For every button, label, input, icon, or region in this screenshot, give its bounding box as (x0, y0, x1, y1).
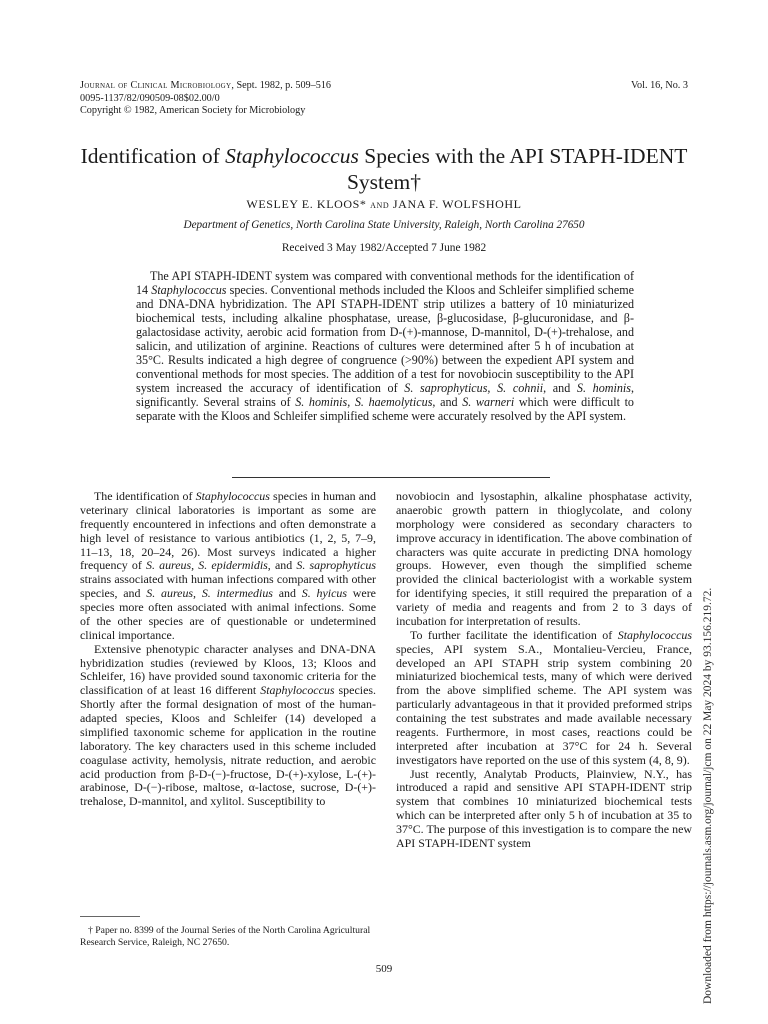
affiliation: Department of Genetics, North Carolina State University, Raleigh, North Carolina 27650 (183, 219, 585, 231)
volume-issue: Vol. 16, No. 3 (631, 80, 688, 91)
body-paragraph: novobiocin and lysostaphin, alkaline phosphatase activity, anaerobic growth pattern in thioglycolate, and colony morphology were considered as secondary characters to improve accuracy in identification. The above combination of characters was quite accurate in predicting DNA homology groups. However, even though the simplified scheme provided the clinical bacteriologist with a workable system for identifying species, it still required the preparation of a variety of media and reagents and from 2 to 3 days of incubation for interpretation of results. (396, 489, 692, 628)
page-number: 509 (375, 963, 393, 975)
journal-name: Journal of Clinical Microbiology (80, 80, 232, 91)
abstract-paragraph: The API STAPH-IDENT system was compared with conventional methods for the identification of 14 Staphylococcus species. Conventional methods included the Kloos and Schleifer simplified scheme and DNA-DNA hybridization. The API STAPH-IDENT strip utilizes a battery of 10 miniaturized biochemical tests, including alkaline phosphatase, urease, β-glucosidase, β-glucuronidase, and β-galactosidase activity, aerobic acid formation from D-(+)-mannose, D-mannitol, D-(+)-trehalose, and salicin, and utilization of arginine. Reactions of cultures were determined after 5 h of incubation at 35°C. Results indicated a high degree of congruence (>90%) between the expedient API system and conventional methods for most species. The addition of a test for novobiocin susceptibility to the API system increased the accuracy of identification of S. saprophyticus, S. cohnii, and S. hominis, significantly. Several strains of S. hominis, S. haemolyticus, and S. warneri which were difficult to separate with the Kloos and Schleifer simplified scheme were accurately resolved by the API system. (136, 269, 634, 423)
body-column-right (396, 490, 692, 851)
body-paragraph: Just recently, Analytab Products, Plainview, N.Y., has introduced a rapid and sensitive API STAPH-IDENT strip system that combines 10 miniaturized biochemical tests which can be interpreted after only 5 h of incubation at 35 to 37°C. The purpose of this investigation is to compare the new API STAPH-IDENT system (396, 766, 692, 850)
journal-header (80, 80, 700, 118)
title-genus: Staphylococcus (225, 144, 359, 168)
body-paragraph: To further facilitate the identification of Staphylococcus species, API system S.A., Montalieu-Vercieu, France, developed an API STAPH strip system combining 20 miniaturized biochemical tests, many of which were derived from the above simplified scheme. The API system was particularly advantageous in that it provided preformed strips containing the test substrates and made available necessary reagents. Furthermore, in most cases, reactions could be interpreted after incubation at 37°C for 24 h. Several investigators have reported on the use of this system (4, 8, 9). (396, 627, 692, 767)
download-watermark: Downloaded from https://journals.asm.org/journal/jcm on 22 May 2024 by 93.156.219.72. (702, 587, 714, 1004)
body-paragraph: Extensive phenotypic character analyses and DNA-DNA hybridization studies (reviewed by Kloos, 13; Kloos and Schleifer, 16) have provided sound taxonomic criteria for the classification of at least 16 different Staphylococcus species. Shortly after the formal designation of most of the human-adapted species, Kloos and Schleifer (14) developed a simplified taxonomic scheme for application in the routine laboratory. The key characters used in this scheme included coagulase activity, hemolysis, nitrate reduction, and aerobic acid production from β-D-(−)-fructose, D-(+)-xylose, L-(+)-arabinose, D-(−)-ribose, maltose, α-lactose, sucrose, D-(+)-trehalose, D-mannitol, and xylitol. Susceptibility to (80, 641, 376, 809)
author-conjunction: and (370, 199, 390, 211)
author-name: JANA F. WOLFSHOHL (392, 197, 522, 211)
title-dagger: † (410, 170, 422, 194)
author-name: WESLEY E. KLOOS* (246, 197, 367, 211)
footnote-divider (80, 916, 140, 917)
abstract (136, 270, 634, 423)
article-title (60, 143, 708, 195)
copyright-line: Copyright © 1982, American Society for Microbiology (80, 105, 306, 117)
body-column-left (80, 490, 376, 809)
received-dates: Received 3 May 1982/Accepted 7 June 1982 (281, 242, 487, 254)
journal-citation: , Sept. 1982, p. 509–516 (231, 80, 332, 91)
title-text: Identification of (80, 144, 226, 168)
body-paragraph: The identification of Staphylococcus species in human and veterinary clinical laboratories is important as some are frequently encountered in infections and often demonstrate a high level of resistance to various antibiotics (1, 2, 5, 7–9, 11–13, 18, 20–24, 26). Most surveys indicated a higher frequency of S. aureus, S. epidermidis, and S. saprophyticus strains associated with human infections compared with other species, and S. aureus, S. intermedius and S. hyicus were species more often associated with animal infections. Some of the other species are of questionable or undetermined clinical importance. (80, 489, 376, 642)
title-text: Species with the API STAPH-IDENT System (346, 144, 688, 194)
abstract-divider (232, 477, 550, 478)
author-line (60, 197, 708, 212)
footnote: † Paper no. 8399 of the Journal Series of the North Carolina Agricultural Research Service, Raleigh, NC 27650. (80, 925, 371, 948)
article-code: 0095-1137/82/090509-08$02.00/0 (80, 92, 220, 104)
